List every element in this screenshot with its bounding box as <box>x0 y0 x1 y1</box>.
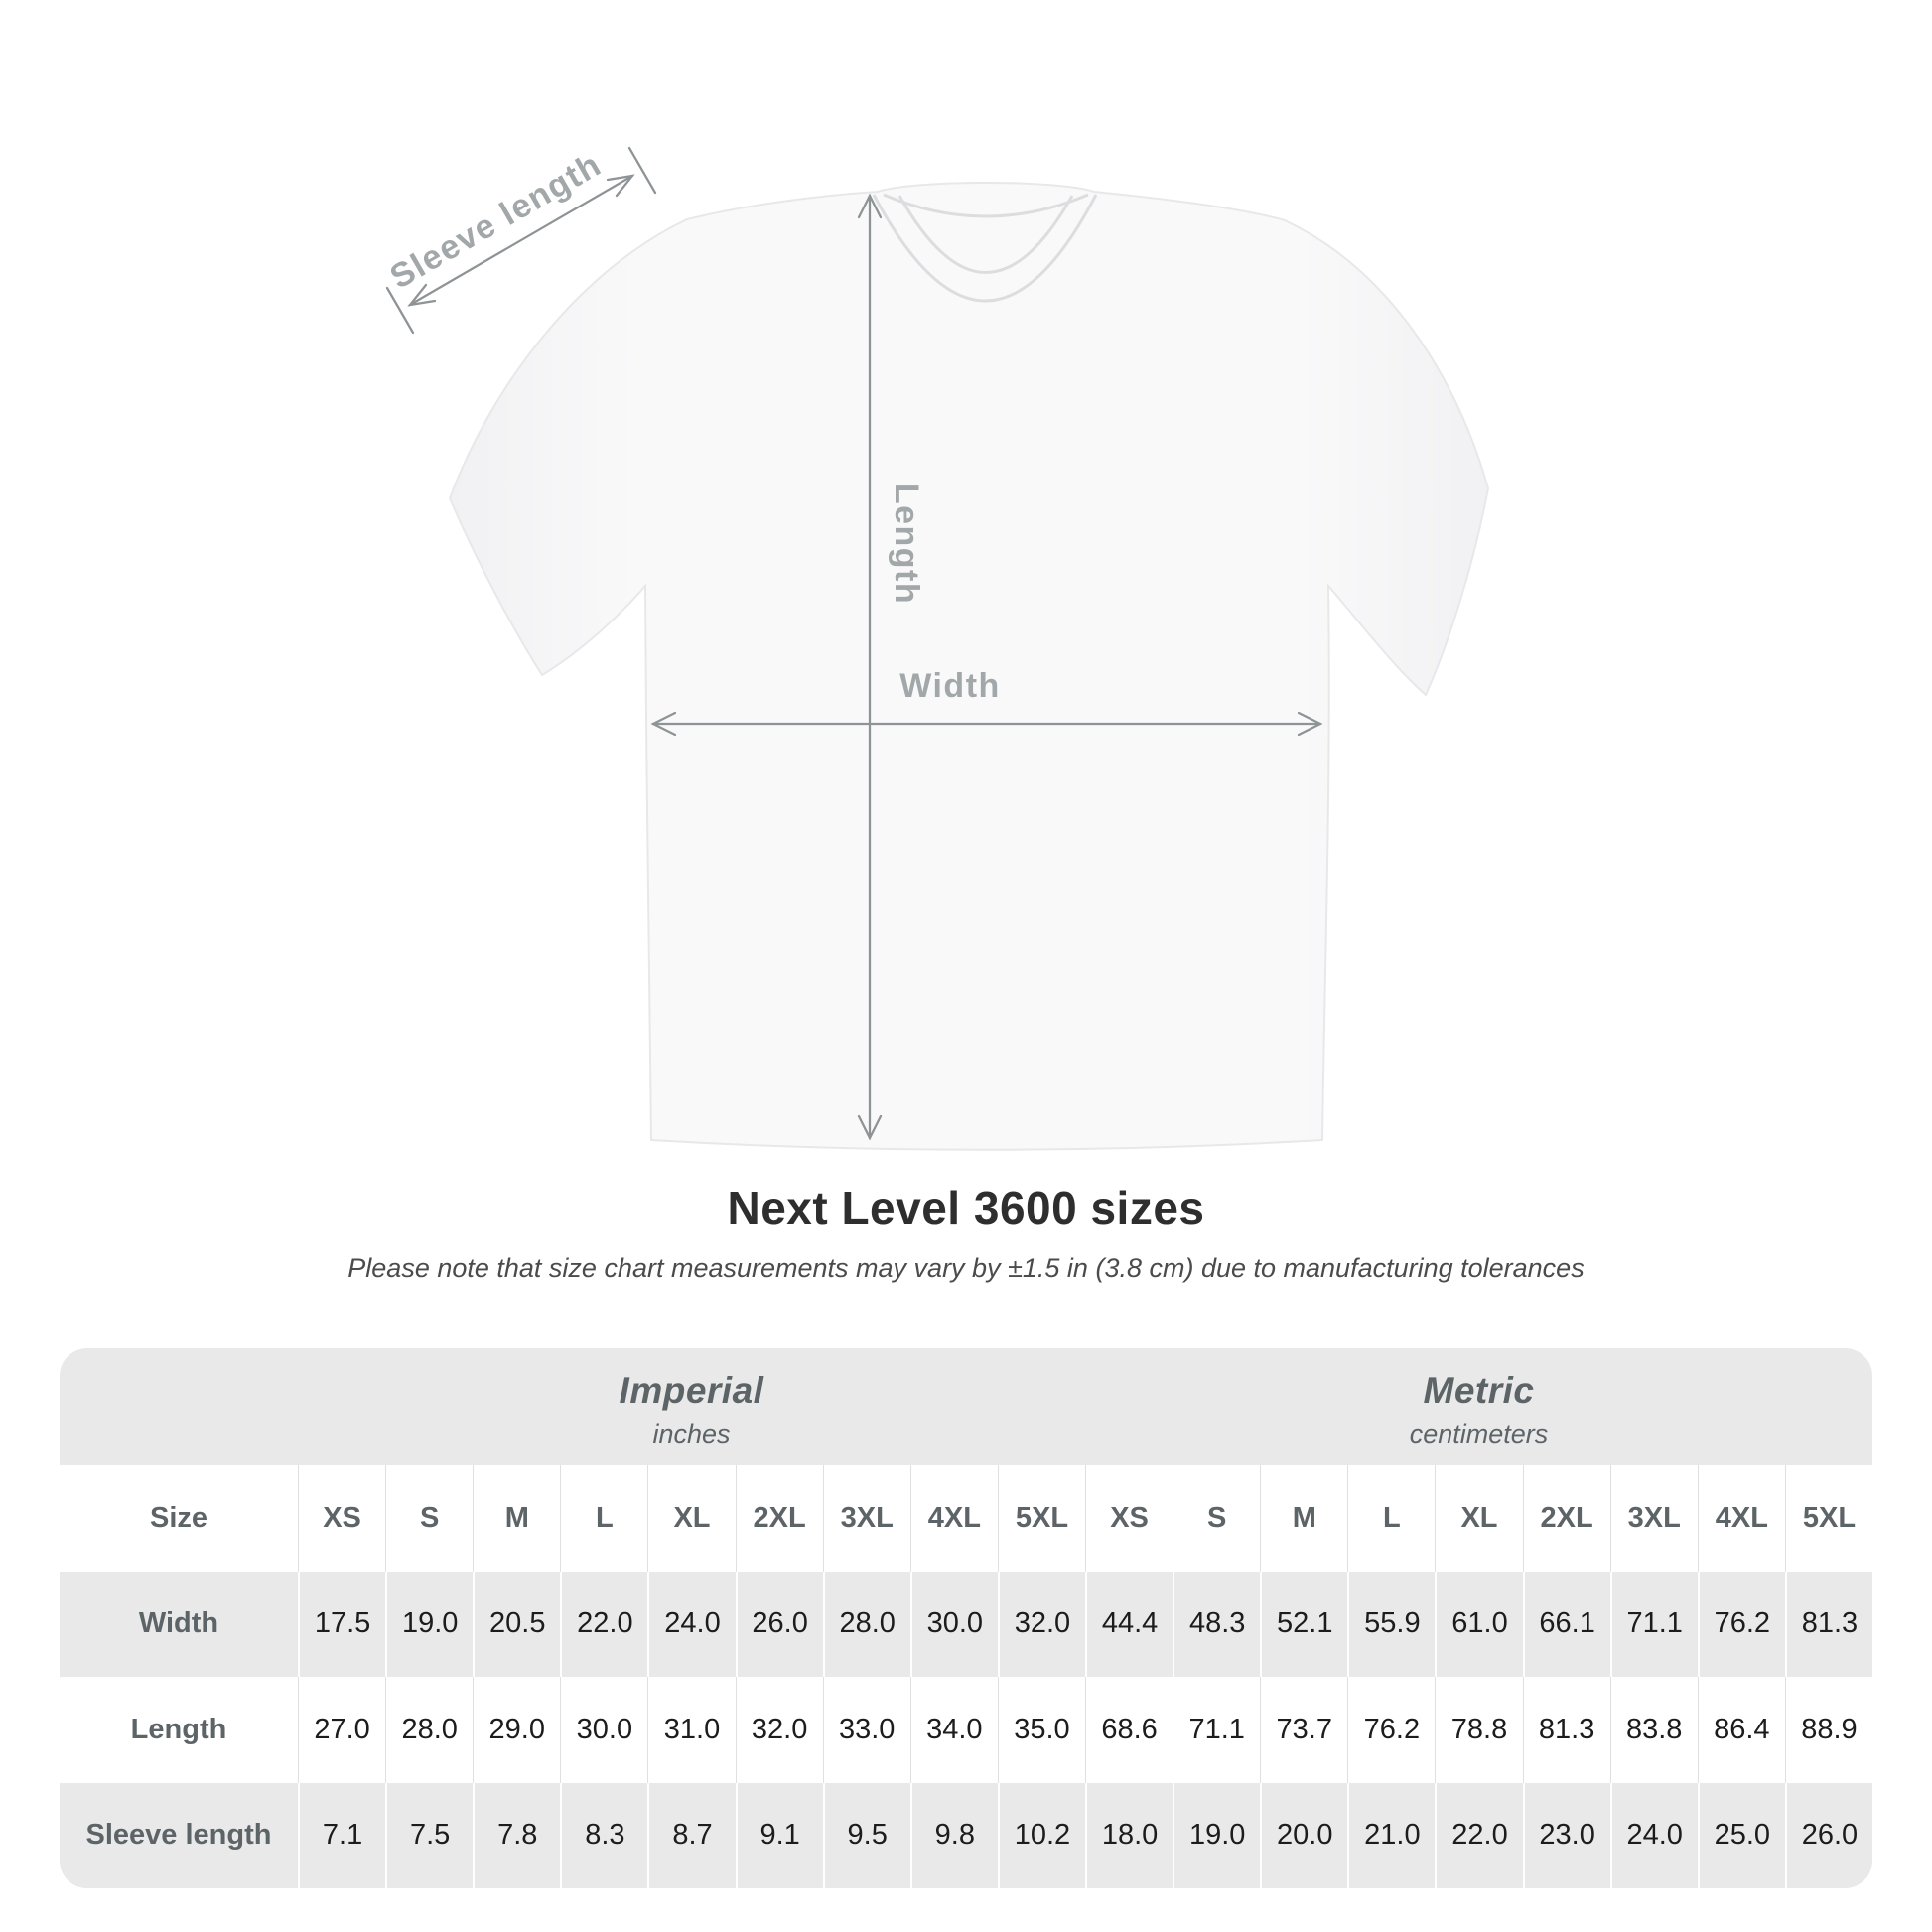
value-cell: 9.8 <box>910 1783 998 1889</box>
value-cell: 32.0 <box>736 1677 823 1783</box>
value-cell: 25.0 <box>1698 1783 1785 1889</box>
size-col-header: L <box>1347 1465 1435 1572</box>
imperial-title: Imperial <box>619 1370 764 1411</box>
size-col-header: 4XL <box>910 1465 998 1572</box>
value-cell: 33.0 <box>823 1677 910 1783</box>
value-cell: 20.5 <box>473 1572 560 1678</box>
size-table <box>60 1348 1872 1888</box>
value-cell: 35.0 <box>998 1677 1085 1783</box>
size-col-header: XL <box>647 1465 735 1572</box>
length-label: Length <box>888 483 925 606</box>
table-row <box>60 1783 1872 1889</box>
metric-title: Metric <box>1423 1370 1535 1411</box>
value-cell: 71.1 <box>1610 1572 1698 1678</box>
value-cell: 29.0 <box>473 1677 560 1783</box>
table-row <box>60 1572 1872 1678</box>
value-cell: 76.2 <box>1698 1572 1785 1678</box>
value-cell: 28.0 <box>385 1677 473 1783</box>
value-cell: 52.1 <box>1260 1572 1347 1678</box>
value-cell: 7.5 <box>385 1783 473 1889</box>
value-cell: 32.0 <box>998 1572 1085 1678</box>
value-cell: 44.4 <box>1085 1572 1173 1678</box>
value-cell: 19.0 <box>1173 1783 1260 1889</box>
value-cell: 26.0 <box>1785 1783 1872 1889</box>
size-col-header: 5XL <box>998 1465 1085 1572</box>
size-col-header: XS <box>1085 1465 1173 1572</box>
value-cell: 27.0 <box>298 1677 385 1783</box>
value-cell: 83.8 <box>1610 1677 1698 1783</box>
value-cell: 9.5 <box>823 1783 910 1889</box>
value-cell: 8.7 <box>647 1783 735 1889</box>
size-header-row <box>60 1465 1872 1572</box>
size-col-header: S <box>385 1465 473 1572</box>
page-title: Next Level 3600 sizes <box>727 1182 1205 1234</box>
value-cell: 30.0 <box>910 1572 998 1678</box>
size-col-header: M <box>473 1465 560 1572</box>
value-cell: 61.0 <box>1435 1572 1522 1678</box>
value-cell: 73.7 <box>1260 1677 1347 1783</box>
value-cell: 81.3 <box>1785 1572 1872 1678</box>
value-cell: 66.1 <box>1523 1572 1610 1678</box>
value-cell: 88.9 <box>1785 1677 1872 1783</box>
metric-group-header <box>1085 1364 1872 1449</box>
value-cell: 18.0 <box>1085 1783 1173 1889</box>
size-col-header: XS <box>298 1465 385 1572</box>
value-cell: 34.0 <box>910 1677 998 1783</box>
size-col-header: 2XL <box>736 1465 823 1572</box>
size-col-header: M <box>1260 1465 1347 1572</box>
size-col-header: S <box>1173 1465 1260 1572</box>
value-cell: 48.3 <box>1173 1572 1260 1678</box>
imperial-group-header <box>298 1364 1085 1449</box>
row-label: Width <box>138 1607 219 1640</box>
tshirt-silhouette <box>450 183 1488 1150</box>
value-cell: 55.9 <box>1347 1572 1435 1678</box>
metric-unit: centimeters <box>1409 1419 1549 1449</box>
value-cell: 26.0 <box>736 1572 823 1678</box>
size-col-header: 3XL <box>1610 1465 1698 1572</box>
value-cell: 71.1 <box>1173 1677 1260 1783</box>
sleeve-length-label: Sleeve length <box>383 145 609 297</box>
value-cell: 21.0 <box>1347 1783 1435 1889</box>
size-col-header: XL <box>1435 1465 1522 1572</box>
value-cell: 22.0 <box>560 1572 647 1678</box>
value-cell: 24.0 <box>647 1572 735 1678</box>
value-cell: 68.6 <box>1085 1677 1173 1783</box>
value-cell: 17.5 <box>298 1572 385 1678</box>
value-cell: 23.0 <box>1523 1783 1610 1889</box>
value-cell: 9.1 <box>736 1783 823 1889</box>
value-cell: 30.0 <box>560 1677 647 1783</box>
value-cell: 7.8 <box>473 1783 560 1889</box>
value-cell: 7.1 <box>298 1783 385 1889</box>
size-header-label: Size <box>149 1501 208 1534</box>
value-cell: 24.0 <box>1610 1783 1698 1889</box>
value-cell: 76.2 <box>1347 1677 1435 1783</box>
value-cell: 8.3 <box>560 1783 647 1889</box>
value-cell: 10.2 <box>998 1783 1085 1889</box>
size-col-header: 3XL <box>823 1465 910 1572</box>
size-col-header: 5XL <box>1785 1465 1872 1572</box>
value-cell: 78.8 <box>1435 1677 1522 1783</box>
size-col-header: 2XL <box>1523 1465 1610 1572</box>
page-subtitle: Please note that size chart measurements may vary by ±1.5 in (3.8 cm) due to manufacturing tolerances <box>347 1253 1585 1283</box>
width-label: Width <box>899 667 1001 705</box>
size-col-header: 4XL <box>1698 1465 1785 1572</box>
row-label: Length <box>130 1713 227 1745</box>
value-cell: 28.0 <box>823 1572 910 1678</box>
value-cell: 81.3 <box>1523 1677 1610 1783</box>
row-label: Sleeve length <box>85 1819 272 1852</box>
imperial-unit: inches <box>652 1419 731 1449</box>
value-cell: 20.0 <box>1260 1783 1347 1889</box>
value-cell: 22.0 <box>1435 1783 1522 1889</box>
table-row <box>60 1677 1872 1783</box>
value-cell: 19.0 <box>385 1572 473 1678</box>
value-cell: 86.4 <box>1698 1677 1785 1783</box>
unit-group-row <box>60 1348 1872 1465</box>
value-cell: 31.0 <box>647 1677 735 1783</box>
size-col-header: L <box>560 1465 647 1572</box>
